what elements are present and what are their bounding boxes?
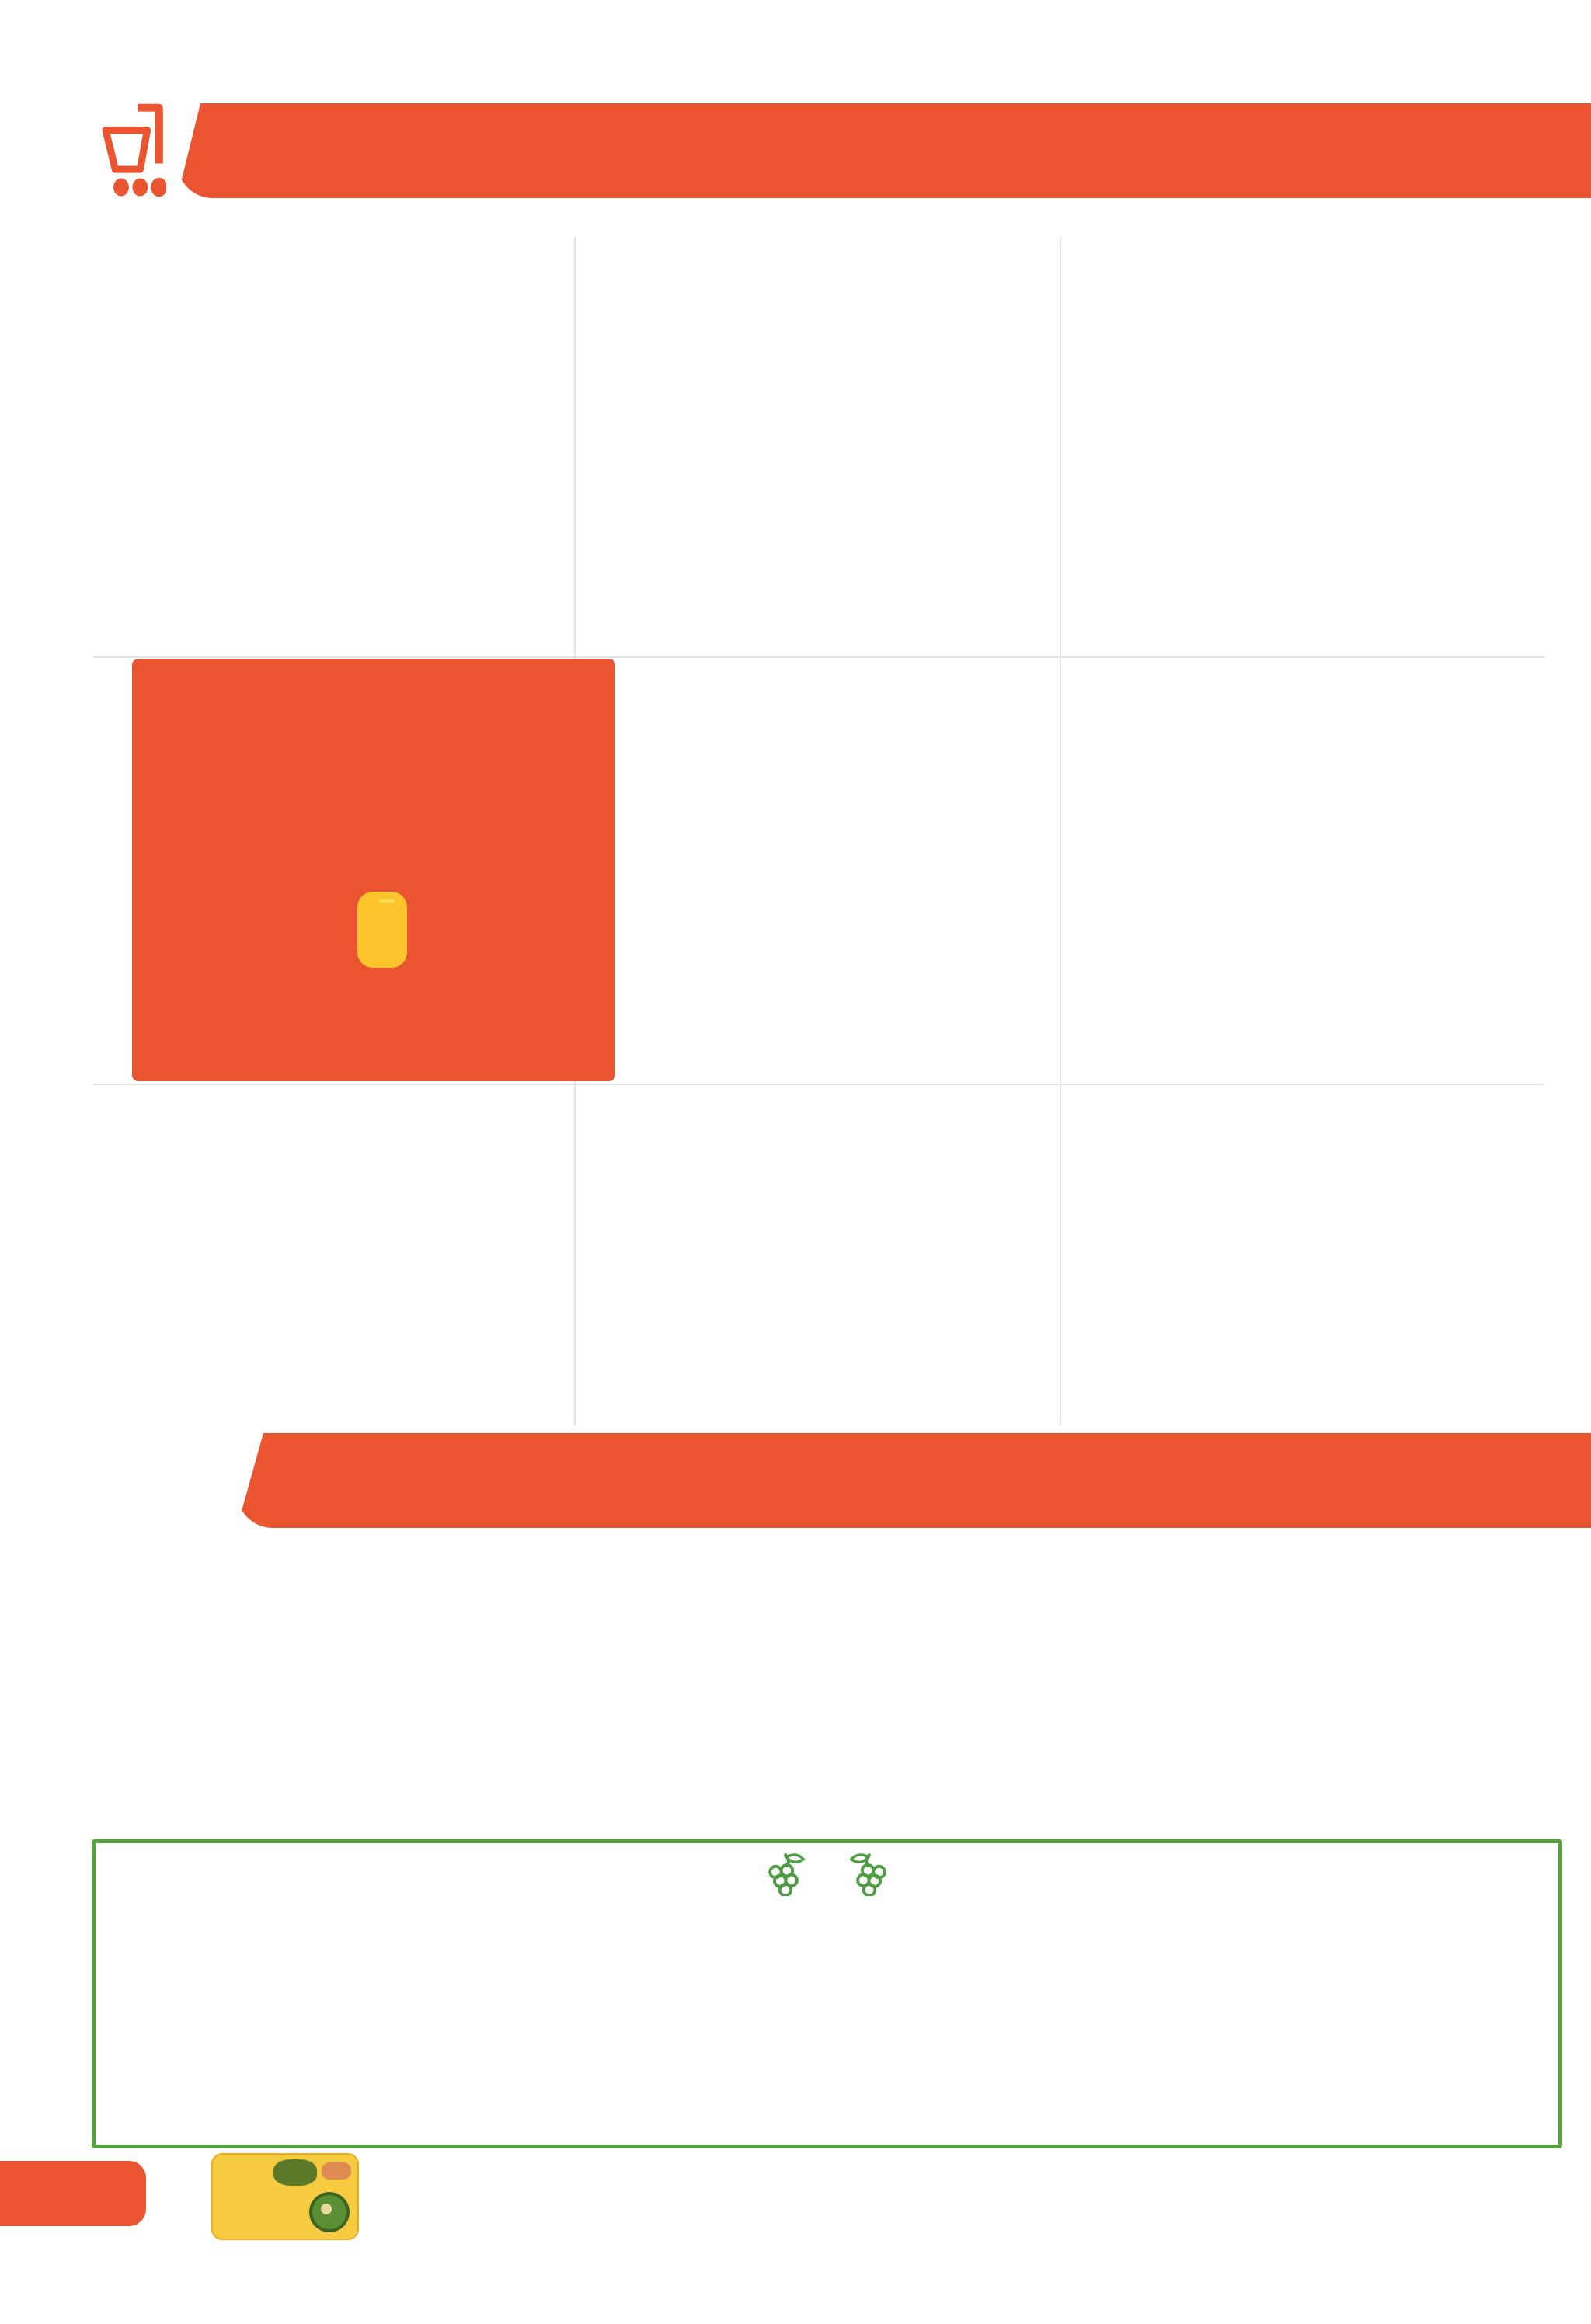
card-food-art [273,2159,317,2186]
grill-weekend-tile[interactable] [132,659,615,1081]
festival-title-row [96,1851,1558,1896]
discount-badge [379,899,395,903]
product-row [89,233,1548,656]
divider [93,656,1544,658]
product-row [89,660,1548,1084]
grape-festival-box [92,1839,1562,2148]
cooking-products-grid [89,233,1548,1433]
vegetables-grid [89,1550,1565,1837]
grape-icon [762,1851,807,1896]
divider [93,1084,1544,1085]
page-number-tab [0,2161,146,2226]
product-row [89,1087,1548,1433]
price-badge [357,892,407,968]
grape-icon [848,1851,893,1896]
fresh-banner [237,1433,1591,1528]
cart-logo-icon [101,99,166,199]
card-food-art [322,2162,351,2180]
avocado-icon [309,2192,350,2232]
chudo-card [211,2153,359,2240]
header-banner [177,103,1591,198]
